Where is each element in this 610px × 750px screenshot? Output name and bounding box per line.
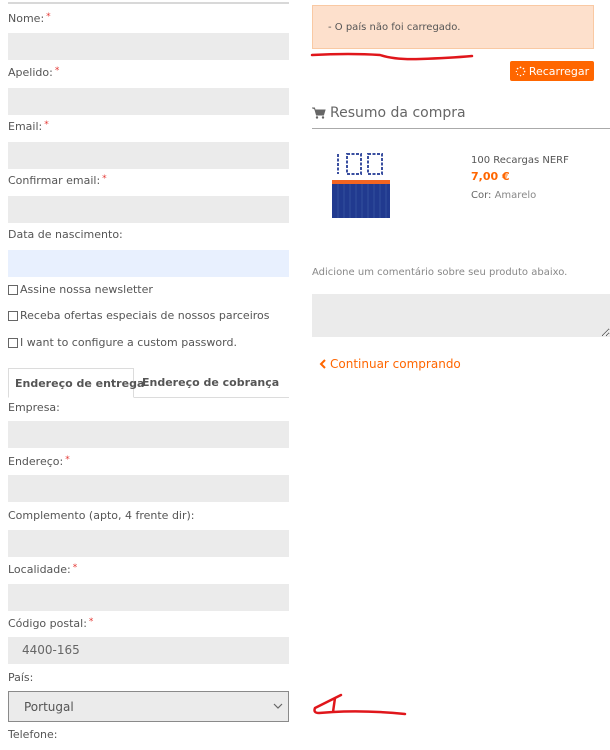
alert-message: - O país não foi carregado. — [328, 22, 461, 33]
localidade-label: Localidade: * — [8, 563, 78, 576]
confirm-email-input[interactable] — [8, 196, 289, 223]
postal-code-input[interactable] — [8, 637, 289, 664]
empresa-input[interactable] — [8, 421, 289, 448]
product-price: 7,00 € — [471, 170, 510, 183]
continue-shopping-link[interactable] — [319, 357, 461, 371]
custom-password-option[interactable] — [8, 336, 237, 349]
error-alert — [312, 5, 594, 49]
complemento-input[interactable] — [8, 530, 289, 557]
email-input[interactable] — [8, 142, 289, 169]
complemento-label: Complemento (apto, 4 frente dir): — [8, 509, 195, 522]
comment-label: Adicione um comentário sobre seu produto abaixo. — [312, 267, 568, 278]
nome-input[interactable] — [8, 33, 289, 60]
tab-billing-address[interactable]: Endereço de cobrança — [142, 376, 280, 389]
birthdate-label: Data de nascimento: — [8, 228, 123, 241]
custom-password-label: I want to configure a custom password. — [20, 336, 237, 349]
custom-password-checkbox[interactable] — [8, 338, 18, 348]
reload-button[interactable] — [510, 61, 594, 81]
comment-textarea[interactable] — [312, 294, 610, 337]
red-underline-annotation — [310, 50, 480, 64]
email-label: Email: * — [8, 120, 49, 133]
localidade-input[interactable] — [8, 584, 289, 611]
partner-offers-option[interactable] — [8, 309, 270, 322]
cart-icon — [312, 107, 326, 119]
red-arrow-annotation — [305, 690, 415, 722]
postal-code-value: 4400-165 — [22, 643, 80, 657]
apelido-input[interactable] — [8, 88, 289, 115]
product-color: Cor: Amarelo — [471, 190, 537, 201]
address-tabs — [8, 368, 289, 398]
endereco-label: Endereço: * — [8, 455, 70, 468]
phone-label: Telefone: — [8, 728, 58, 741]
chevron-down-icon — [273, 702, 283, 710]
partner-offers-checkbox[interactable] — [8, 311, 18, 321]
spinner-icon — [515, 66, 526, 77]
product-image — [330, 152, 392, 220]
country-selected-value: Portugal — [24, 700, 74, 714]
newsletter-label: Assine nossa newsletter — [20, 283, 153, 296]
birthdate-input[interactable] — [8, 250, 289, 277]
apelido-label: Apelido: * — [8, 66, 60, 79]
empresa-label: Empresa: — [8, 401, 60, 414]
summary-divider — [312, 128, 610, 129]
top-divider — [8, 2, 289, 4]
tab-shipping-address[interactable]: Endereço de entrega — [8, 368, 134, 398]
postal-code-label: Código postal: * — [8, 617, 94, 630]
reload-button-label: Recarregar — [528, 64, 590, 78]
newsletter-option[interactable] — [8, 283, 153, 296]
chevron-left-icon — [319, 359, 326, 369]
nome-label: Nome: * — [8, 12, 51, 25]
summary-heading — [312, 105, 466, 121]
product-name: 100 Recargas NERF — [471, 155, 569, 166]
partner-offers-label: Receba ofertas especiais de nossos parceiros — [20, 309, 270, 322]
country-select[interactable] — [8, 691, 289, 722]
confirm-email-label: Confirmar email: * — [8, 174, 107, 187]
continue-shopping-label: Continuar comprando — [330, 357, 461, 371]
endereco-input[interactable] — [8, 475, 289, 502]
country-label: País: — [8, 671, 34, 684]
newsletter-checkbox[interactable] — [8, 285, 18, 295]
summary-title: Resumo da compra — [330, 105, 466, 121]
